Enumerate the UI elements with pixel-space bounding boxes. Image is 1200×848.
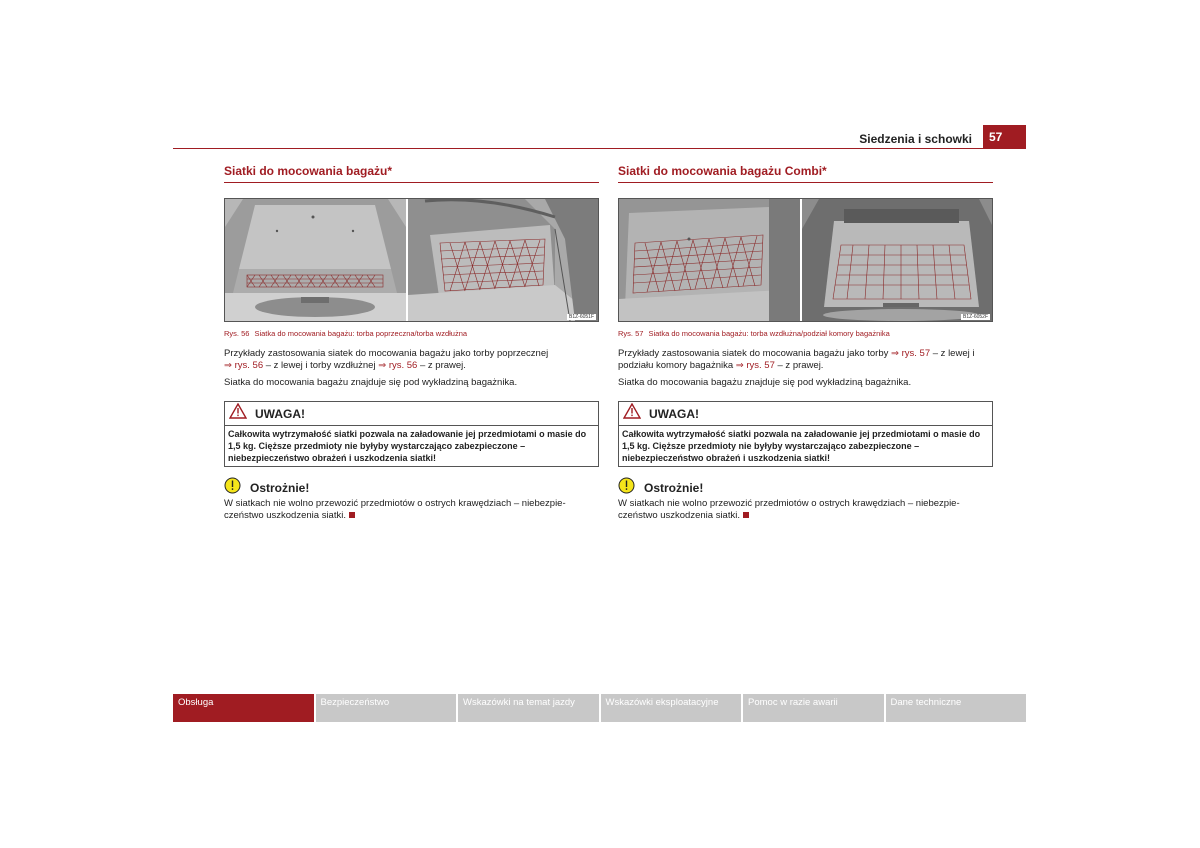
body-paragraph xyxy=(224,348,599,372)
running-header-title: Siedzenia i schowki xyxy=(859,132,972,146)
header-rule xyxy=(173,148,1026,149)
figure-57 xyxy=(618,198,993,322)
warning-title: UWAGA! xyxy=(649,406,699,421)
para-text: – z prawej. xyxy=(774,360,824,371)
warning-header xyxy=(225,402,598,426)
caution-body-text: W siatkach nie wolno przewozić przedmiotów o ostrych krawędziach – niebezpie-czeństwo uszkodzenia siatki. xyxy=(618,498,960,521)
caption-number: Rys. 56 xyxy=(224,329,250,338)
tab-wskazowki-eksploatacyjne[interactable]: Wskazówki eksploatacyjne xyxy=(601,694,742,722)
end-square-icon xyxy=(743,512,749,518)
warning-box xyxy=(224,401,599,467)
caution-text xyxy=(224,498,599,522)
figure-code: B1Z-6051F xyxy=(568,314,594,320)
caption-text: Siatka do mocowania bagażu: torba poprzeczna/torba wzdłużna xyxy=(254,329,468,338)
para-text: – z lewej i podziału komory bagażnika xyxy=(618,348,975,371)
caution-header xyxy=(618,479,993,497)
section-title: Siatki do mocowania bagażu Combi* xyxy=(618,164,827,178)
para-text: Przykłady zastosowania siatek do mocowania bagażu jako torby poprzecznej xyxy=(224,348,549,359)
tab-dane-techniczne[interactable]: Dane techniczne xyxy=(886,694,1027,722)
para-text: Przykłady zastosowania siatek do mocowania bagażu jako torby xyxy=(618,348,892,359)
page-number: 57 xyxy=(983,125,1026,148)
caution-text xyxy=(618,498,993,522)
caution-circle-icon xyxy=(618,477,635,499)
warning-text: Całkowita wytrzymałość siatki pozwala na załadowanie jej przedmiotami o masie do 1,5 kg. Cięższe przedmioty nie byłyby wystarczająco zabezpieczone – niebezpieczeństwo obrażeń i uszkodzenia siatki! xyxy=(622,429,981,463)
para-text: – z prawej. xyxy=(417,360,466,371)
warning-header xyxy=(619,402,992,426)
body-paragraph: Siatka do mocowania bagażu znajduje się pod wykładziną bagażnika. xyxy=(224,377,518,388)
warning-text: Całkowita wytrzymałość siatki pozwala na załadowanie jej przedmiotami o masie do 1,5 kg. Cięższe przedmioty nie byłyby wystarczająco zabezpieczone – niebezpieczeństwo obrażeń i uszkodzenia siatki! xyxy=(228,429,587,463)
warning-box xyxy=(618,401,993,467)
warning-triangle-icon xyxy=(229,403,247,424)
caution-title: Ostrożnie! xyxy=(250,481,310,495)
caption-text: Siatka do mocowania bagażu: torba wzdłużna/podział komory bagażnika xyxy=(648,329,890,338)
end-square-icon xyxy=(349,512,355,518)
figure-56 xyxy=(224,198,599,322)
body-paragraph: Siatka do mocowania bagażu znajduje się pod wykładziną bagażnika. xyxy=(618,377,912,388)
figure-caption xyxy=(224,329,599,339)
section-rule xyxy=(224,182,599,183)
caution-body-text: W siatkach nie wolno przewozić przedmiotów o ostrych krawędziach – niebezpie-czeństwo uszkodzenia siatki. xyxy=(224,498,566,521)
tab-pomoc[interactable]: Pomoc w razie awarii xyxy=(743,694,884,722)
figure-link[interactable]: ⇒ rys. 57 xyxy=(891,348,931,359)
body-paragraph xyxy=(618,348,993,372)
figure-link[interactable]: ⇒ rys. 56 xyxy=(378,360,418,371)
tab-wskazowki-jazdy[interactable]: Wskazówki na temat jazdy xyxy=(458,694,599,722)
caution-header xyxy=(224,479,599,497)
section-rule xyxy=(618,182,993,183)
figure-link[interactable]: ⇒ rys. 56 xyxy=(224,360,264,371)
chapter-tabs xyxy=(173,694,1026,722)
caution-circle-icon xyxy=(224,477,241,499)
trunk-nets-illustration xyxy=(225,199,599,321)
para-text: – z lewej i torby wzdłużnej xyxy=(263,360,379,371)
right-column xyxy=(618,160,993,522)
tab-bezpieczenstwo[interactable]: Bezpieczeństwo xyxy=(316,694,457,722)
section-title: Siatki do mocowania bagażu* xyxy=(224,164,393,178)
warning-triangle-icon xyxy=(623,403,641,424)
caption-number: Rys. 57 xyxy=(618,329,644,338)
figure-code: B1Z-6052F xyxy=(962,314,988,320)
figure-link[interactable]: ⇒ rys. 57 xyxy=(735,360,775,371)
caution-title: Ostrożnie! xyxy=(644,481,704,495)
tab-obsluga[interactable]: Obsługa xyxy=(173,694,314,722)
left-column xyxy=(224,160,599,522)
figure-caption xyxy=(618,329,993,339)
warning-title: UWAGA! xyxy=(255,406,305,421)
combi-nets-illustration xyxy=(619,199,993,321)
